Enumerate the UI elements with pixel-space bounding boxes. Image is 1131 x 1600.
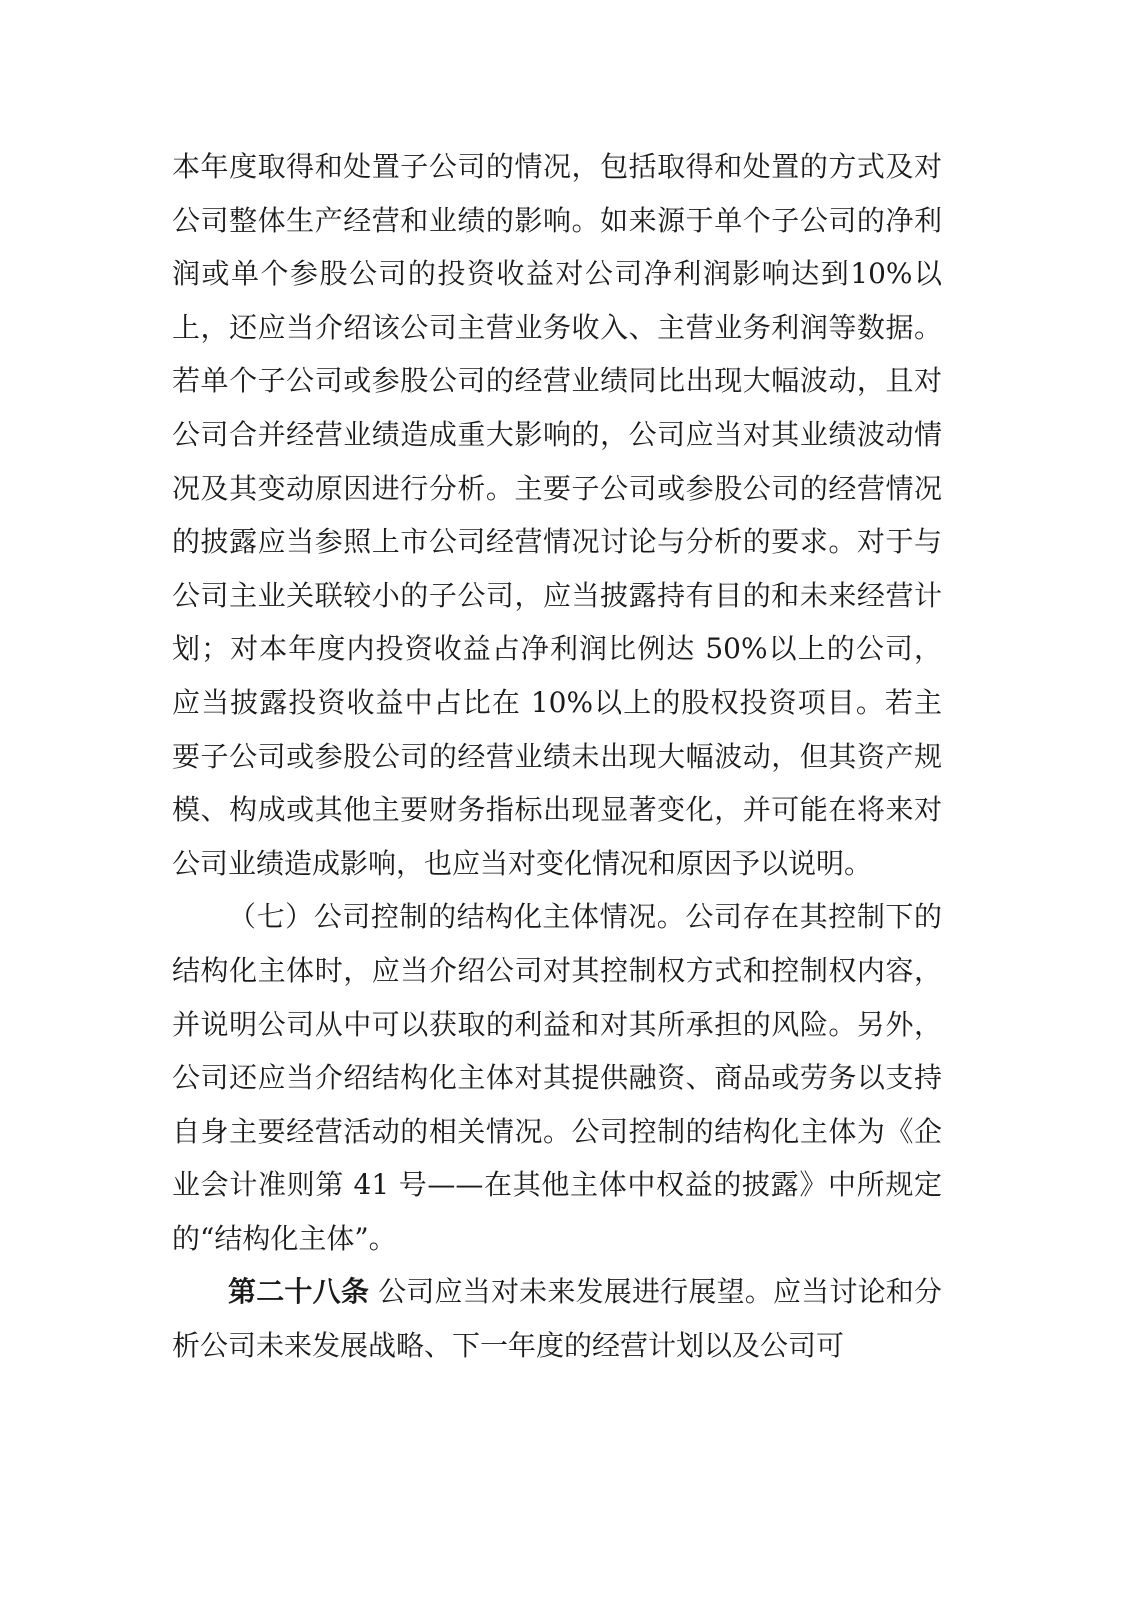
paragraph-article-28 [172,1265,942,1372]
body-text [172,140,942,1373]
article-heading: 第二十八条 [228,1275,370,1309]
article-body: 公司应当对未来发展进行展望。应当讨论和分析公司未来发展战略、下一年度的经营计划以及公司可 [172,1275,942,1363]
paragraph-subsidiaries: 本年度取得和处置子公司的情况，包括取得和处置的方式及对公司整体生产经营和业绩的影响。如来源于单个子公司的净利润或单个参股公司的投资收益对公司净利润影响达到10%以上，还应当介绍该公司主营业务收入、主营业务利润等数据。若单个子公司或参股公司的经营业绩同比出现大幅波动，且对公司合并经营业绩造成重大影响的，公司应当对其业绩波动情况及其变动原因进行分析。主要子公司或参股公司的经营情况的披露应当参照上市公司经营情况讨论与分析的要求。对于与公司主业关联较小的子公司，应当披露持有目的和未来经营计划；对本年度内投资收益占净利润比例达 50%以上的公司，应当披露投资收益中占比在 10%以上的股权投资项目。若主要子公司或参股公司的经营业绩未出现大幅波动，但其资产规模、构成或其他主要财务指标出现显著变化，并可能在将来对公司业绩造成影响，也应当对变化情况和原因予以说明。 [172,150,942,880]
paragraph-structured-entities: （七）公司控制的结构化主体情况。公司存在其控制下的结构化主体时，应当介绍公司对其控制权方式和控制权内容，并说明公司从中可以获取的利益和对其所承担的风险。另外，公司还应当介绍结构化主体对其提供融资、商品或劳务以支持自身主要经营活动的相关情况。公司控制的结构化主体为《企业会计准则第 41 号——在其他主体中权益的披露》中所规定的“结构化主体”。 [172,900,942,1255]
